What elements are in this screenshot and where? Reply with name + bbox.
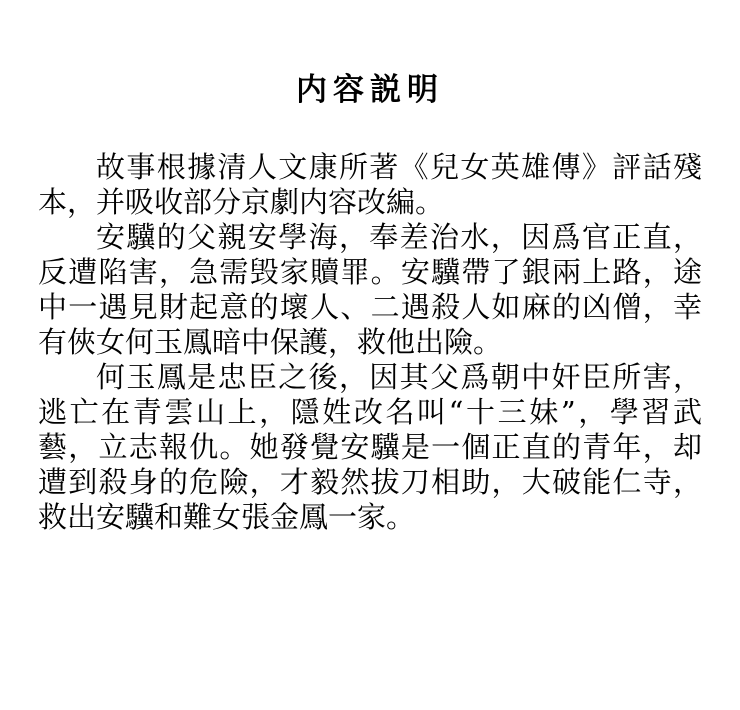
page-title: 内容説明 bbox=[296, 72, 444, 108]
text-line: 何玉鳳是忠臣之後，因其父爲朝中奸臣所害， bbox=[96, 360, 702, 394]
text-line: 逃亡在青雲山上，隱姓改名叫“十三妹”，學習武 bbox=[38, 395, 702, 429]
text-line: 本，并吸收部分京劇内容改編。 bbox=[38, 185, 445, 219]
text-line: 安驥的父親安學海，奉差治水，因爲官正直， bbox=[96, 220, 702, 254]
document-body bbox=[38, 150, 702, 535]
text-line: 故事根據清人文康所著《兒女英雄傳》評話殘 bbox=[96, 150, 702, 184]
text-line: 反遭陷害，急需毁家贖罪。安驥帶了銀兩上路，途 bbox=[38, 255, 702, 289]
text-line: 藝，立志報仇。她發覺安驥是一個正直的青年，却 bbox=[38, 430, 702, 464]
text-line: 有俠女何玉鳳暗中保護，救他出險。 bbox=[38, 325, 503, 359]
text-line: 遭到殺身的危險，才毅然拔刀相助，大破能仁寺， bbox=[38, 465, 702, 499]
text-line: 中一遇見財起意的壞人、二遇殺人如麻的凶僧，幸 bbox=[38, 290, 702, 324]
text-line: 救出安驥和難女張金鳳一家。 bbox=[38, 500, 416, 534]
